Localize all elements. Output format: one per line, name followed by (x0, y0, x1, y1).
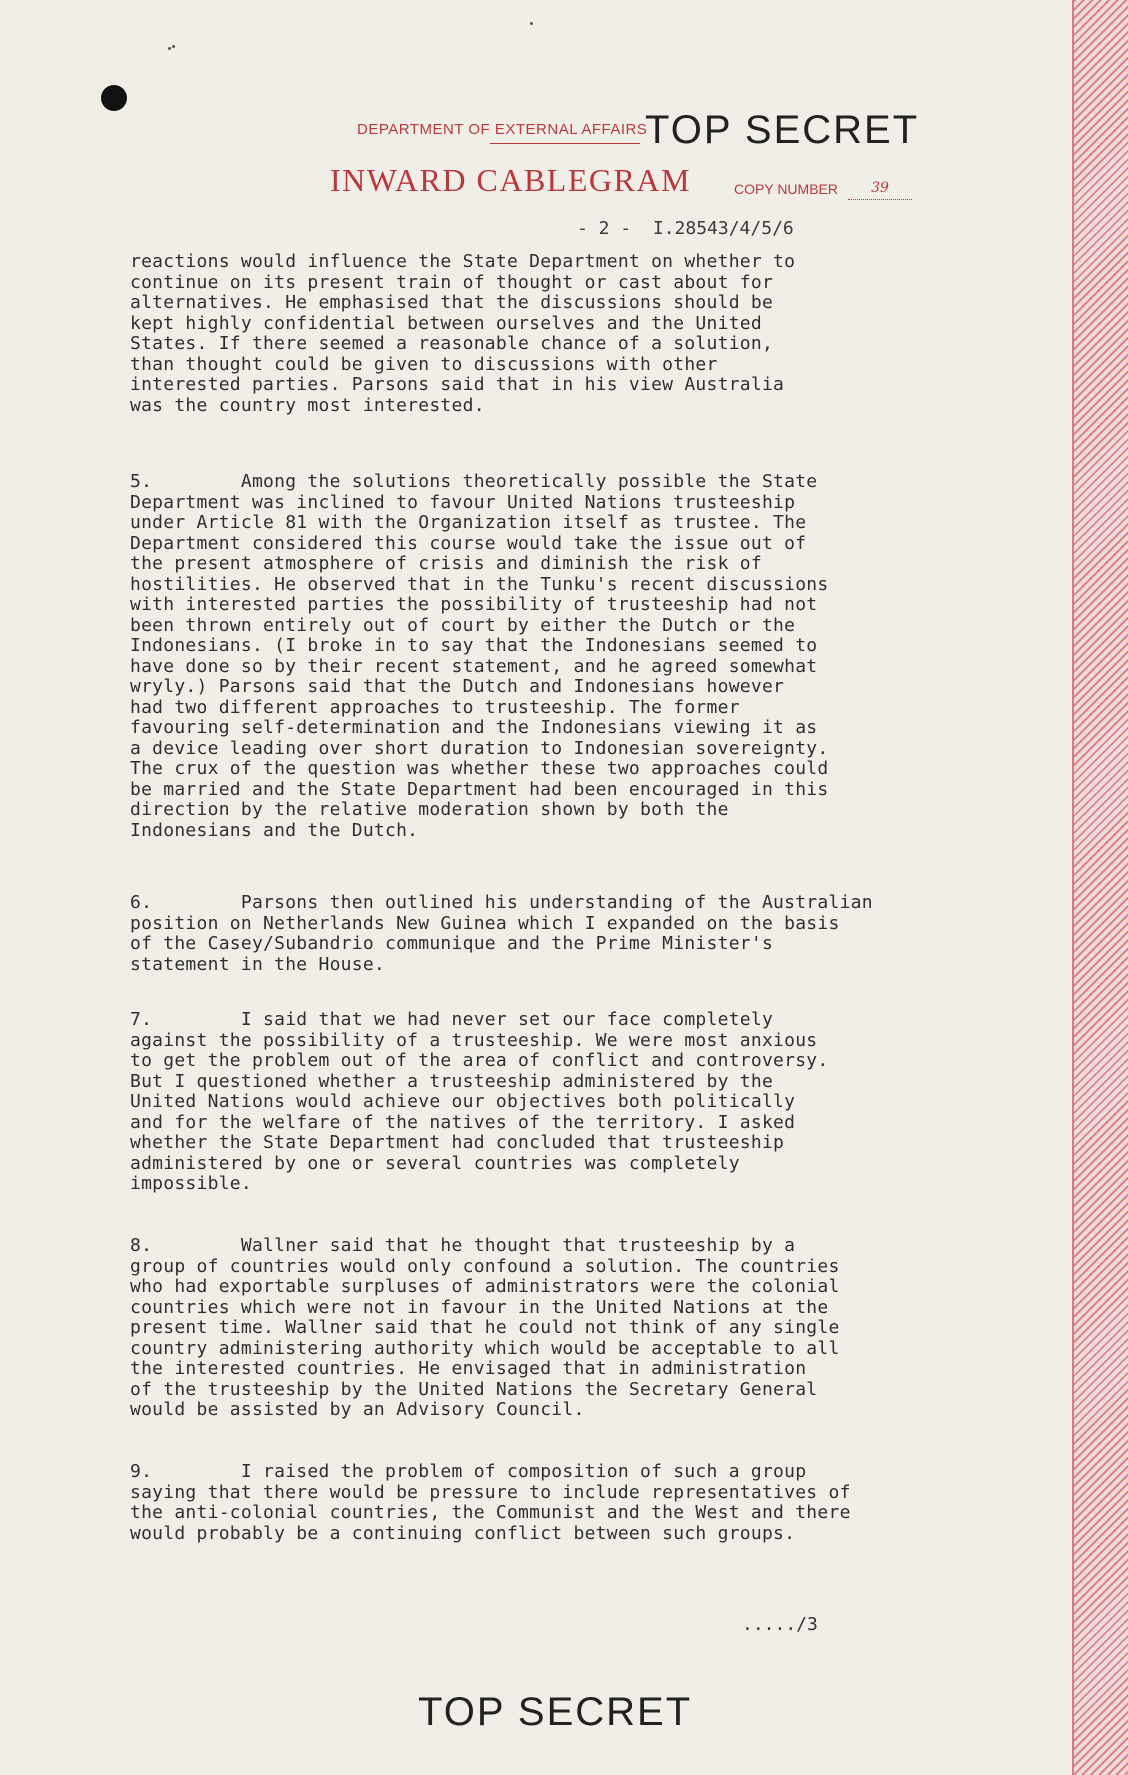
red-edge-stripe (1072, 0, 1128, 1775)
text-line: a device leading over short duration to Indonesian sovereignty. (130, 737, 829, 759)
text-line: the anti-colonial countries, the Communist and the West and there (130, 1502, 851, 1523)
text-line: reactions would influence the State Department on whether to (130, 251, 796, 272)
text-line: countries which were not in favour in the United Nations at the (130, 1296, 829, 1318)
text-line: the interested countries. He envisaged that in administration (130, 1358, 807, 1379)
department-name: DEPARTMENT OF EXTERNAL AFFAIRS (357, 121, 648, 138)
text-line: of the trusteeship by the United Nations the Secretary General (130, 1378, 818, 1400)
text-line: direction by the relative moderation shown by both the (130, 799, 729, 820)
text-line: present time. Wallner said that he could not think of any single (130, 1317, 840, 1338)
text-line: interested parties. Parsons said that in his view Australia (130, 374, 785, 395)
text-line: the present atmosphere of crisis and diminish the risk of (130, 553, 762, 574)
text-line: kept highly confidential between ourselves and the United (130, 312, 762, 334)
text-line: hostilities. He observed that in the Tunku's recent discussions (130, 573, 829, 595)
paragraph-continuation (130, 252, 1025, 416)
text-line: 9. I raised the problem of composition of such a group (130, 1461, 807, 1482)
text-line: alternatives. He emphasised that the discussions should be (130, 292, 774, 313)
page-reference: - 2 - I.28543/4/5/6 (577, 218, 794, 239)
paragraph-9 (130, 1462, 1025, 1544)
text-line: than thought could be given to discussions with other (130, 353, 718, 375)
text-line: with interested parties the possibility of trusteeship had not (130, 594, 818, 615)
text-line: of the Casey/Subandrio communique and the Prime Minister's (130, 933, 774, 954)
text-line: and for the welfare of the natives of the territory. I asked (130, 1111, 796, 1133)
speck (172, 45, 175, 48)
text-line: 5. Among the solutions theoretically possible the State (130, 471, 818, 492)
text-line: to get the problem out of the area of conflict and controversy. (130, 1050, 829, 1071)
text-line: favouring self-determination and the Indonesians viewing it as (130, 717, 818, 738)
classification-footer: TOP SECRET (418, 1690, 693, 1734)
text-line: was the country most interested. (130, 394, 485, 416)
text-line: Indonesians and the Dutch. (130, 819, 419, 841)
text-line: The crux of the question was whether these two approaches could (130, 758, 829, 779)
text-line: country administering authority which would be acceptable to all (130, 1337, 840, 1359)
speck (530, 22, 533, 25)
text-line: had two different approaches to trusteeship. The former (130, 696, 740, 718)
text-line: under Article 81 with the Organization itself as trustee. The (130, 512, 807, 533)
paragraph-7 (130, 1010, 1025, 1195)
copy-number-label: COPY NUMBER (734, 181, 838, 197)
text-line: would probably be a continuing conflict between such groups. (130, 1522, 796, 1544)
text-line: administered by one or several countries was completely (130, 1152, 740, 1174)
text-line: have done so by their recent statement, and he agreed somewhat (130, 655, 818, 677)
text-line: who had exportable surpluses of administrators were the colonial (130, 1276, 840, 1297)
text-line: position on Netherlands New Guinea which I expanded on the basis (130, 912, 840, 934)
text-line: Indonesians. (I broke in to say that the Indonesians seemed to (130, 635, 818, 656)
text-line: against the possibility of a trusteeship. We were most anxious (130, 1029, 818, 1051)
text-line: Department was inclined to favour United Nations trusteeship (130, 491, 796, 513)
paragraph-6 (130, 893, 1025, 975)
paragraph-8 (130, 1236, 1025, 1421)
text-line: United Nations would achieve our objectives both politically (130, 1091, 796, 1112)
text-line: 7. I said that we had never set our face completely (130, 1009, 774, 1030)
copy-number-value: 39 (848, 180, 912, 200)
department-underline (490, 143, 640, 144)
text-line: But I questioned whether a trusteeship administered by the (130, 1070, 774, 1092)
text-line: continue on its present train of thought or cast about for (130, 271, 774, 293)
text-line: been thrown entirely out of court by either the Dutch or the (130, 614, 796, 636)
continuation-marker: ...../3 (742, 1614, 818, 1635)
classification-header: TOP SECRET (645, 108, 920, 152)
text-line: whether the State Department had concluded that trusteeship (130, 1132, 785, 1153)
text-line: Department considered this course would take the issue out of (130, 532, 807, 554)
speck (168, 47, 171, 50)
text-line: saying that there would be pressure to include representatives of (130, 1481, 851, 1503)
paragraph-5 (130, 472, 1025, 841)
text-line: impossible. (130, 1173, 252, 1194)
text-line: 6. Parsons then outlined his understanding of the Australian (130, 892, 873, 913)
text-line: wryly.) Parsons said that the Dutch and Indonesians however (130, 676, 785, 697)
text-line: would be assisted by an Advisory Council. (130, 1399, 585, 1420)
text-line: States. If there seemed a reasonable chance of a solution, (130, 333, 774, 354)
text-line: 8. Wallner said that he thought that trusteeship by a (130, 1235, 796, 1256)
punch-hole (101, 85, 127, 111)
form-title: INWARD CABLEGRAM (330, 162, 691, 198)
text-line: group of countries would only confound a solution. The countries (130, 1255, 840, 1277)
text-line: be married and the State Department had been encouraged in this (130, 778, 829, 800)
text-line: statement in the House. (130, 953, 385, 975)
